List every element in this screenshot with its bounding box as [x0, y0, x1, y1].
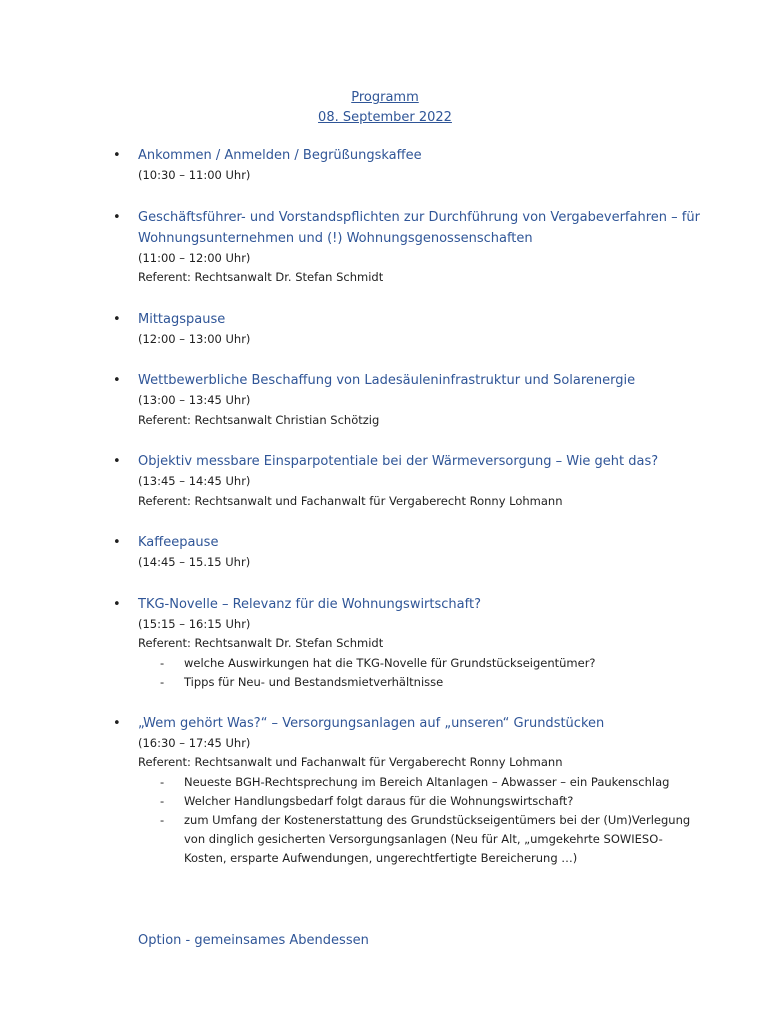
agenda-item-title: Kaffeepause	[138, 535, 219, 550]
bullet-icon: •	[113, 454, 121, 469]
agenda-subpoint	[138, 654, 700, 673]
agenda-item-title: Objektiv messbare Einsparpotentiale bei der Wärmeversorgung – Wie geht das?	[138, 454, 659, 469]
agenda-item	[0, 594, 770, 692]
agenda-item-title: Geschäftsführer- und Vorstandspflichten zur Durchführung von Vergabeverfahren – für Wohnungsunternehmen und (!) Wohnungsgenossenschaften	[138, 209, 700, 246]
agenda-item-title: TKG-Novelle – Relevanz für die Wohnungswirtschaft?	[138, 596, 481, 612]
dash-icon: -	[160, 674, 165, 689]
agenda-item-title: Mittagspause	[138, 311, 226, 327]
dash-icon: -	[160, 774, 165, 789]
agenda-subpoint-text: Tipps für Neu- und Bestandsmietverhältnisse	[184, 674, 444, 689]
agenda-item-title: Wettbewerbliche Beschaffung von Ladesäuleninfrastruktur und Solarenergie	[138, 373, 636, 388]
agenda-item-speaker: Referent: Rechtsanwalt Christian Schötzig	[138, 412, 380, 427]
agenda-item	[0, 451, 770, 511]
agenda-item-title: „Wem gehört Was?“ – Versorgungsanlagen auf „unseren“ Grundstücken	[138, 715, 605, 731]
agenda-subpoint	[138, 811, 700, 868]
bullet-icon: •	[113, 373, 121, 388]
agenda-item	[0, 370, 770, 430]
program-header	[0, 88, 770, 127]
agenda-item	[0, 309, 770, 350]
agenda-item-time: (10:30 – 11:00 Uhr)	[138, 168, 251, 182]
dash-icon: -	[160, 793, 165, 808]
dash-icon: -	[160, 812, 165, 827]
agenda-list	[0, 145, 770, 868]
bullet-icon: •	[113, 209, 121, 225]
option-dinner: Option - gemeinsames Abendessen	[138, 933, 369, 948]
agenda-subpoint	[138, 773, 700, 792]
agenda-item-time: (11:00 – 12:00 Uhr)	[138, 250, 251, 265]
program-date: 08. September 2022	[318, 109, 452, 125]
agenda-item-speaker: Referent: Rechtsanwalt und Fachanwalt für Vergaberecht Ronny Lohmann	[138, 493, 563, 508]
agenda-item-time: (15:15 – 16:15 Uhr)	[138, 616, 251, 631]
agenda-item-speaker: Referent: Rechtsanwalt und Fachanwalt für Vergaberecht Ronny Lohmann	[138, 755, 563, 769]
bullet-icon: •	[113, 535, 121, 550]
bullet-icon: •	[113, 596, 121, 612]
agenda-subpoint	[138, 792, 700, 811]
agenda-item-time: (13:45 – 14:45 Uhr)	[138, 474, 251, 488]
dash-icon: -	[160, 655, 165, 670]
program-title: Programm	[351, 90, 419, 105]
agenda-subpoint-text: Neueste BGH-Rechtsprechung im Bereich Altanlagen – Abwasser – ein Paukenschlag	[184, 774, 670, 789]
agenda-item-time: (14:45 – 15.15 Uhr)	[138, 555, 251, 569]
agenda-item	[0, 145, 770, 186]
agenda-item-title: Ankommen / Anmelden / Begrüßungskaffee	[138, 148, 422, 163]
agenda-subpoint-text: zum Umfang der Kostenerstattung des Grundstückseigentümers bei der (Um)Verlegung von dinglich gesicherten Versorgungsanlagen (Neu für Alt, „umgekehrte SOWIESO-Kosten, ersparte Aufwendungen, ungerechtfertigte Bereicherung …)	[184, 812, 691, 865]
bullet-icon: •	[113, 311, 121, 327]
agenda-item-speaker: Referent: Rechtsanwalt Dr. Stefan Schmidt	[138, 270, 384, 284]
agenda-item-time: (13:00 – 13:45 Uhr)	[138, 393, 251, 407]
agenda-item	[0, 713, 770, 868]
agenda-item-time: (12:00 – 13:00 Uhr)	[138, 331, 251, 346]
agenda-item-time: (16:30 – 17:45 Uhr)	[138, 735, 251, 750]
bullet-icon: •	[113, 715, 121, 731]
agenda-item-speaker: Referent: Rechtsanwalt Dr. Stefan Schmidt	[138, 636, 384, 650]
agenda-subpoint-text: welche Auswirkungen hat die TKG-Novelle für Grundstückseigentümer?	[184, 655, 596, 670]
agenda-item	[0, 532, 770, 573]
agenda-item	[0, 207, 770, 288]
bullet-icon: •	[113, 148, 121, 163]
agenda-subpoint	[138, 673, 700, 692]
agenda-subpoint-text: Welcher Handlungsbedarf folgt daraus für die Wohnungswirtschaft?	[184, 793, 574, 808]
